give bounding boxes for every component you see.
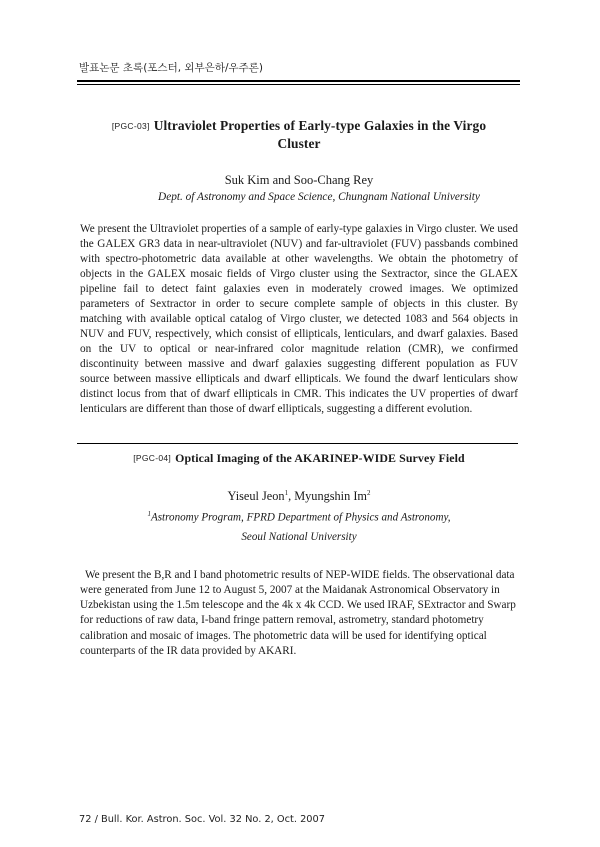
author-separator: , bbox=[288, 489, 295, 504]
author-name: Yiseul Jeon bbox=[227, 489, 285, 504]
abstract-affiliation: Dept. of Astronomy and Space Science, Chungnam National University bbox=[158, 191, 480, 203]
affiliation-line-1: Astronomy Program, FPRD Department of Physics and Astronomy, bbox=[150, 511, 451, 524]
section-divider bbox=[77, 443, 518, 444]
abstract-title-line-1: Ultraviolet Properties of Early-type Galaxies in the Virgo bbox=[153, 118, 487, 133]
abstract-title-line-2: Cluster bbox=[277, 136, 321, 151]
abstract-authors: Suk Kim and Soo-Chang Rey bbox=[224, 173, 374, 187]
abstract-body-paragraph: We present the Ultraviolet properties of a sample of early-type galaxies in Virgo cluster. We used the GALEX GR3 data in near-ultraviolet (NUV) and far-ultraviolet (FUV) passbands combined with spectro-photometric data available at other wavelengths. We obtain the photometry of objects in the GALEX mosaic fields of Virgo cluster using the Sextractor, since the GLAEX pipeline fail to detect faint galaxies even in moderately crowed images. We optimized parameters of Sextractor in order to secure complete sample of objects in this cluster. By matching with available optical catalog of Virgo cluster, we detected 1083 and 564 objects in NUV and FUV, respectively, which consist of ellipticals, lenticulars, and dwarf galaxies. Based on the UV to optical or near-infrared color magnitude relation (CMR), we confirmed discontinuity between massive and dwarf galaxies suggesting different population as FUV source between massive ellipticals and dwarf ellipticals. We found the dwarf lenticulars show distinct locus from that of dwarf ellipticals in CMR. This indicates the UV properties of dwarf lenticulars are different than those of dwarf ellipticals, suggesting a different evolution. bbox=[80, 223, 518, 415]
abstract-title-text: Optical Imaging of the AKARINEP-WIDE Survey Field bbox=[175, 451, 465, 465]
abstract-body-paragraph: We present the B,R and I band photometric results of NEP-WIDE fields. The observational data were generated from June 12 to August 5, 2007 at the Maidanak Astronomical Observatory in Uzbekistan using the 1.5m telescope and the 4k x 4k CCD. We used IRAF, SExtractor and Swarp for reductions of raw data, I-band fringe pattern removal, astrometry, standard photometry calibration and mosaic of images. The photometric data will be used for identifying optical counterparts of the IR data provided by AKARI. bbox=[80, 568, 516, 657]
abstract-body bbox=[80, 568, 518, 659]
author-name: Myungshin Im bbox=[294, 489, 367, 504]
abstract-title bbox=[80, 117, 518, 135]
abstract-body bbox=[80, 222, 518, 417]
page-footer: 72 / Bull. Kor. Astron. Soc. Vol. 32 No. 2, Oct. 2007 bbox=[79, 814, 326, 825]
affiliation-marker: 1 bbox=[147, 510, 151, 519]
author-affiliation-marker: 2 bbox=[366, 489, 371, 497]
header-rule-thin bbox=[77, 84, 520, 85]
abstract-pgc-04 bbox=[80, 450, 518, 659]
abstract-title bbox=[80, 450, 518, 467]
abstract-code: [PGC-03] bbox=[111, 121, 150, 131]
author-affiliation-marker: 1 bbox=[284, 489, 289, 497]
abstract-authors bbox=[80, 489, 518, 504]
abstract-affiliation bbox=[80, 505, 518, 527]
abstract-code: [PGC-04] bbox=[133, 453, 172, 463]
abstract-pgc-03 bbox=[80, 117, 518, 417]
running-header: 발표논문 초록(포스터, 외부은하/우주론) bbox=[79, 62, 264, 74]
header-rule-thick bbox=[77, 80, 520, 82]
abstract-affiliation-line-2: Seoul National University bbox=[241, 530, 357, 543]
